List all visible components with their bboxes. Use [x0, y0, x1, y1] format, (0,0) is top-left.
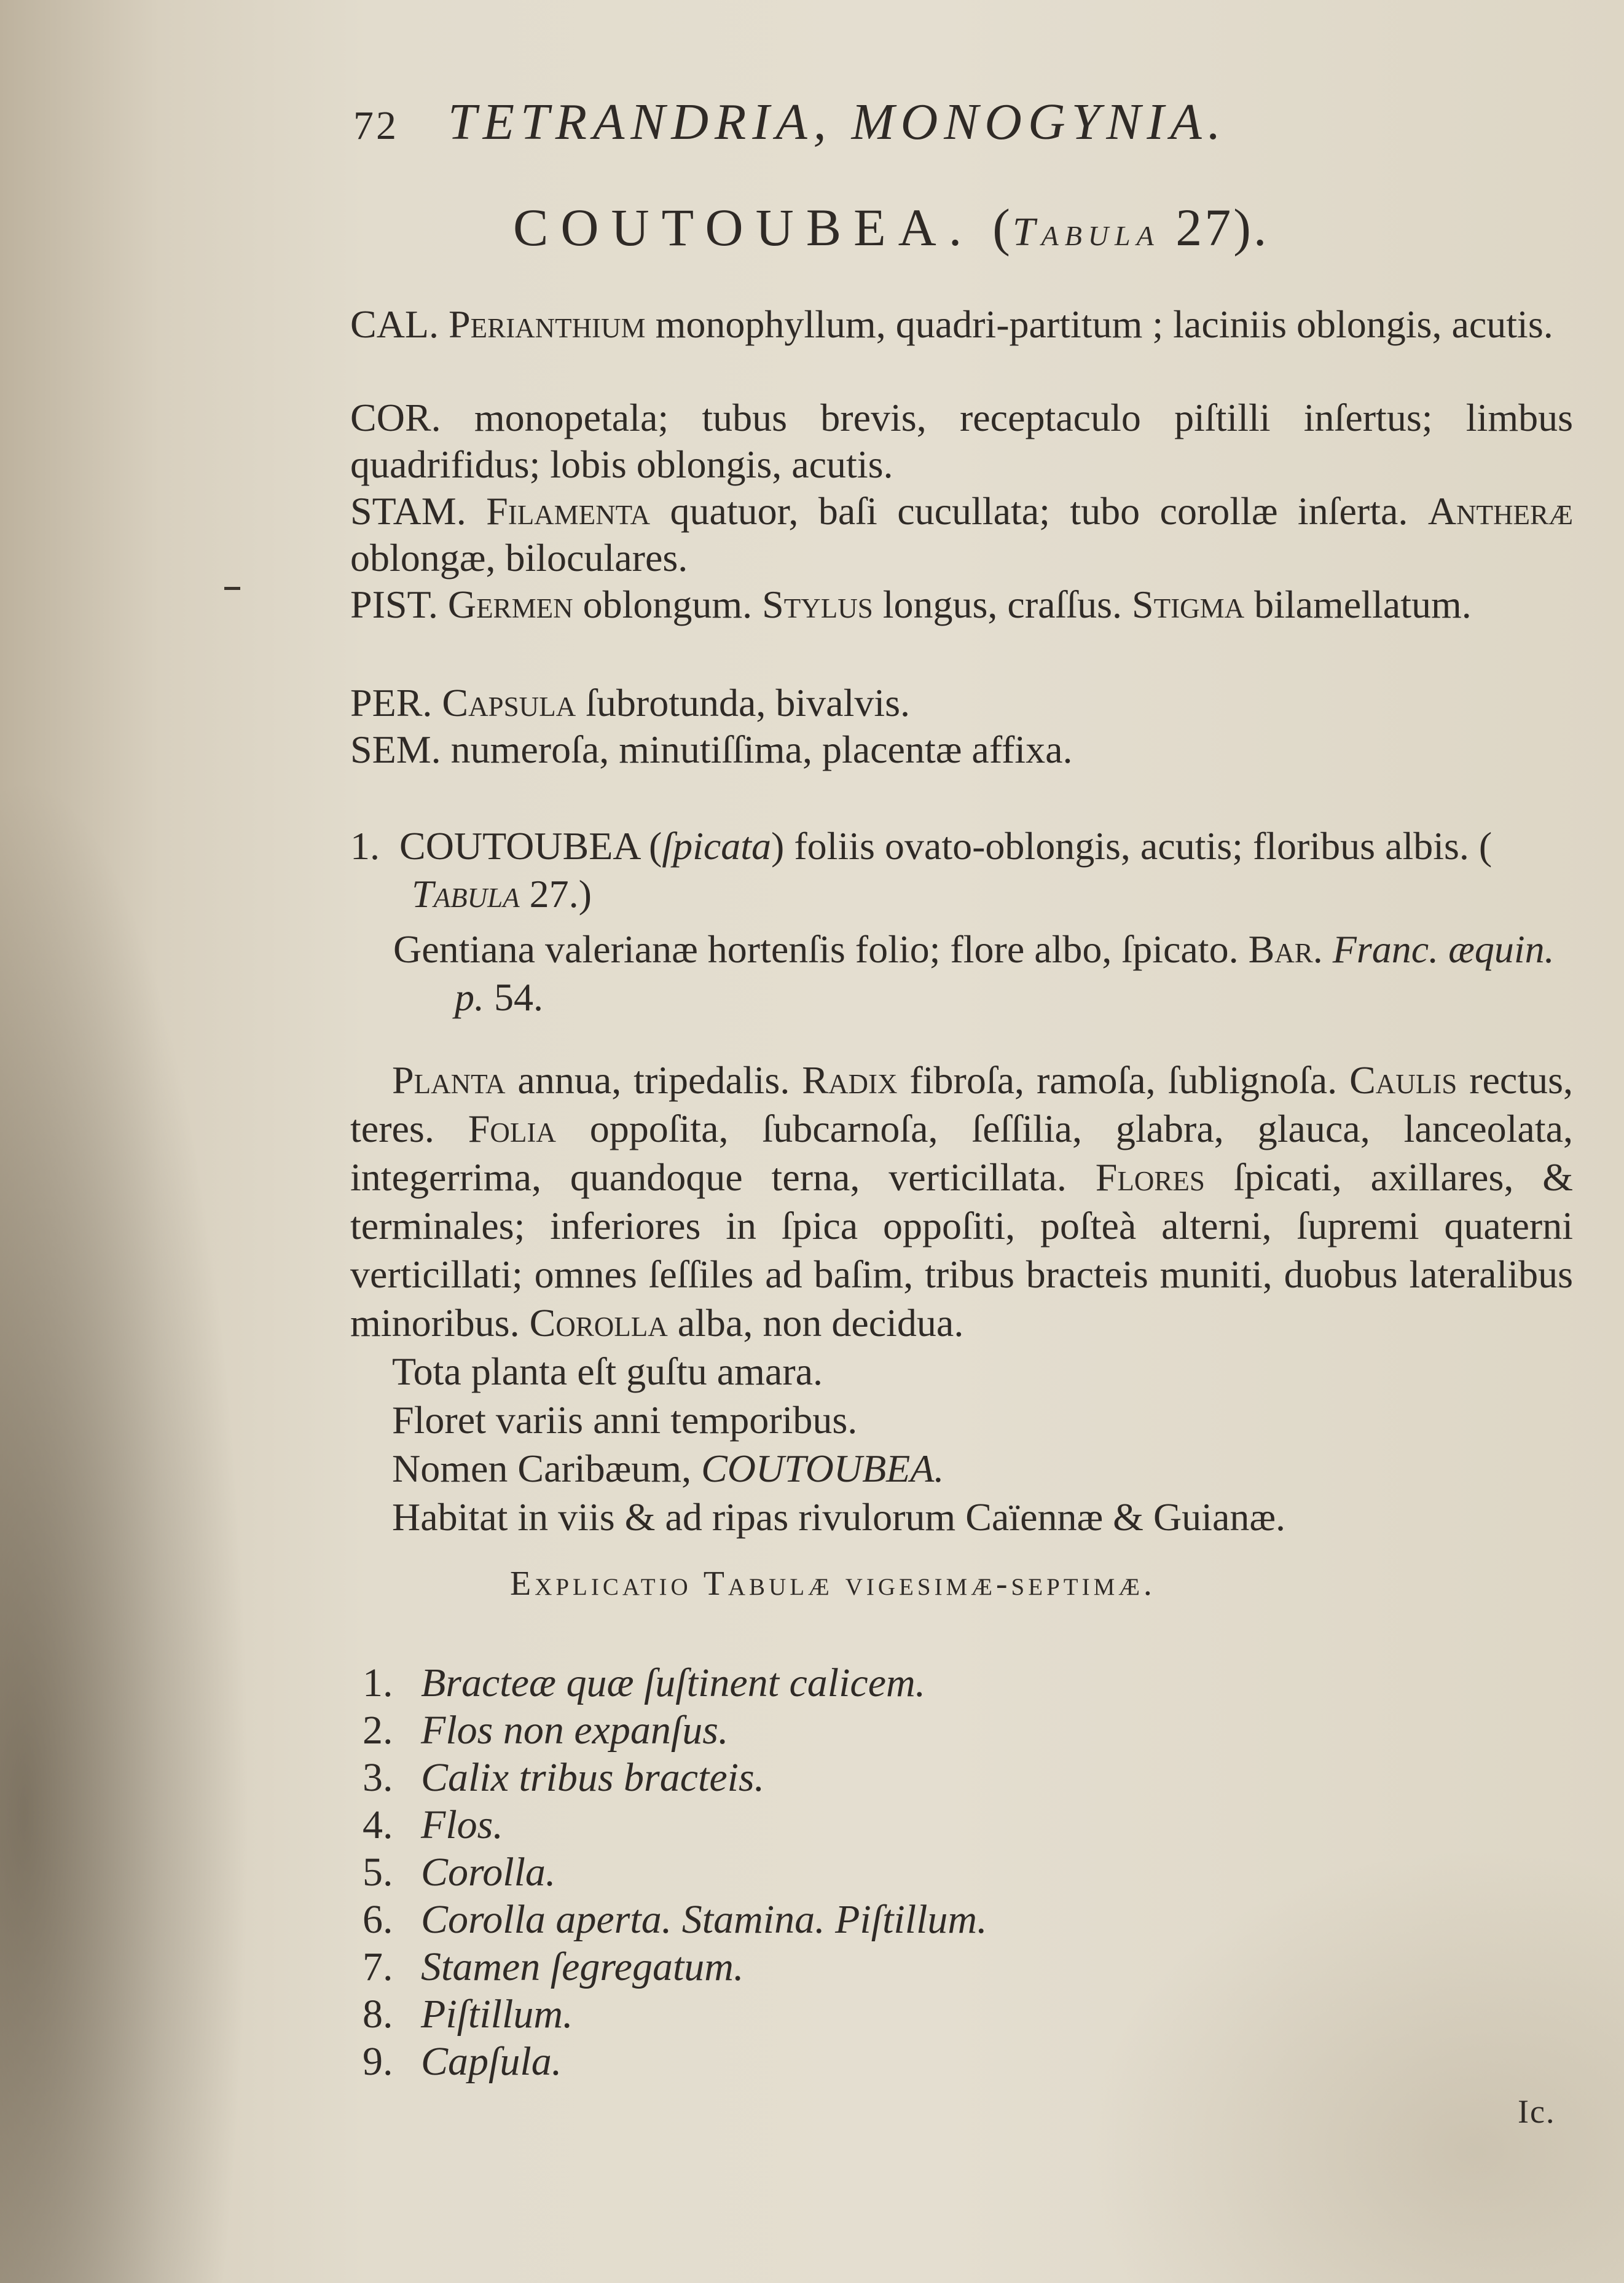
legend-item: 6. Corolla aperta. Stamina. Piſtillum. — [363, 1897, 987, 1942]
page-number: 72 — [353, 103, 399, 148]
species-epithet: ſpicata — [662, 824, 772, 868]
character-pericarp: PER. Capsula ſubrotunda, bivalvis. — [350, 681, 911, 725]
genus-name: COUTOUBEA. — [513, 198, 975, 257]
character-seeds: SEM. numeroſa, minutiſſima, placentæ affixa. — [350, 728, 1073, 771]
plate-legend — [363, 1659, 987, 2085]
legend-item: 8. Piſtillum. — [363, 1992, 573, 2037]
legend-item: 2. Flos non expanſus. — [363, 1708, 729, 1753]
legend-item: 5. Corolla. — [363, 1850, 556, 1895]
species-entry: 1. COUTOUBEA (ſpicata) foliis ovato-oblongis, acutis; floribus albis. ( Tabula 27.) Gentiana valerianæ hortenſis folio; flore albo, ſpicato. Bar. Franc. æquin. p. 54. — [350, 822, 1573, 1021]
catchword: Ic. — [1518, 2093, 1556, 2130]
legend-item: 9. Capſula. — [363, 2039, 562, 2084]
character-calyx: CAL. Perianthium monophyllum, quadri-partitum ; laciniis oblongis, acutis. — [350, 302, 1553, 346]
flowering-line: Floret variis anni temporibus. — [392, 1398, 858, 1442]
legend-item: 4. Flos. — [363, 1802, 503, 1847]
legend-item: 7. Stamen ſegregatum. — [363, 1944, 744, 1989]
plant-description: Planta annua, tripedalis. Radix fibroſa, ramoſa, ſublignoſa. Caulis rectus, teres. Folia oppoſita, ſubcarnoſa, ſeſſilia, glabra, glauca, lanceolata, integerrima, quandoque terna, verticillata. Flores ſpicati, axillares, & terminales; inferiores in ſpica oppoſiti, poſteà alterni, ſupremi quaterni verticillati; omnes ſeſſiles ad baſim, tribus bracteis muniti, duobus lateralibus minoribus. Corolla alba, non decidua. Tota planta eſt guſtu amara. Floret variis anni temporibus. Nomen Caribæum, COUTOUBEA. Habitat in viis & ad ripas rivulorum Caïennæ & Guianæ. — [350, 1056, 1573, 1541]
species-name: COUTOUBEA — [399, 824, 639, 868]
character-corolla: COR. monopetala; tubus brevis, receptaculo piſtilli inſertus; limbus quadrifidus; lobis oblongis, acutis. — [350, 396, 1573, 486]
vernacular-name-line: Nomen Caribæum, COUTOUBEA. — [392, 1447, 944, 1490]
explicatio-heading: Explicatio Tabulæ vigesimæ-septimæ. — [510, 1565, 1156, 1603]
running-head-title: TETRANDRIA, MONOGYNIA. — [448, 93, 1227, 151]
plate-reference: (Tabula 27). — [992, 198, 1269, 257]
species-synonym: Gentiana valerianæ hortenſis folio; flore albo, ſpicato. Bar. Franc. æquin. p. 54. — [393, 927, 1555, 1019]
species-number: 1. — [350, 824, 380, 868]
species-diagnosis: foliis ovato-oblongis, acutis; floribus albis. — [794, 824, 1469, 868]
character-pistil: PIST. Germen oblongum. Stylus longus, craſſus. Stigma bilamellatum. — [350, 583, 1472, 626]
habitat-line: Habitat in viis & ad ripas rivulorum Caïennæ & Guianæ. — [392, 1495, 1286, 1539]
running-head — [353, 92, 1227, 152]
legend-item: 1. Bracteæ quæ ſuſtinent calicem. — [363, 1660, 926, 1705]
character-stamens: STAM. Filamenta quatuor, baſi cucullata; tubo corollæ inſerta. Antheræ oblongæ, biloculares. — [350, 489, 1574, 580]
margin-mark — [224, 587, 240, 590]
legend-item: 3. Calix tribus bracteis. — [363, 1755, 765, 1800]
genus-title — [513, 197, 1269, 258]
taste-line: Tota planta eſt guſtu amara. — [392, 1350, 823, 1393]
